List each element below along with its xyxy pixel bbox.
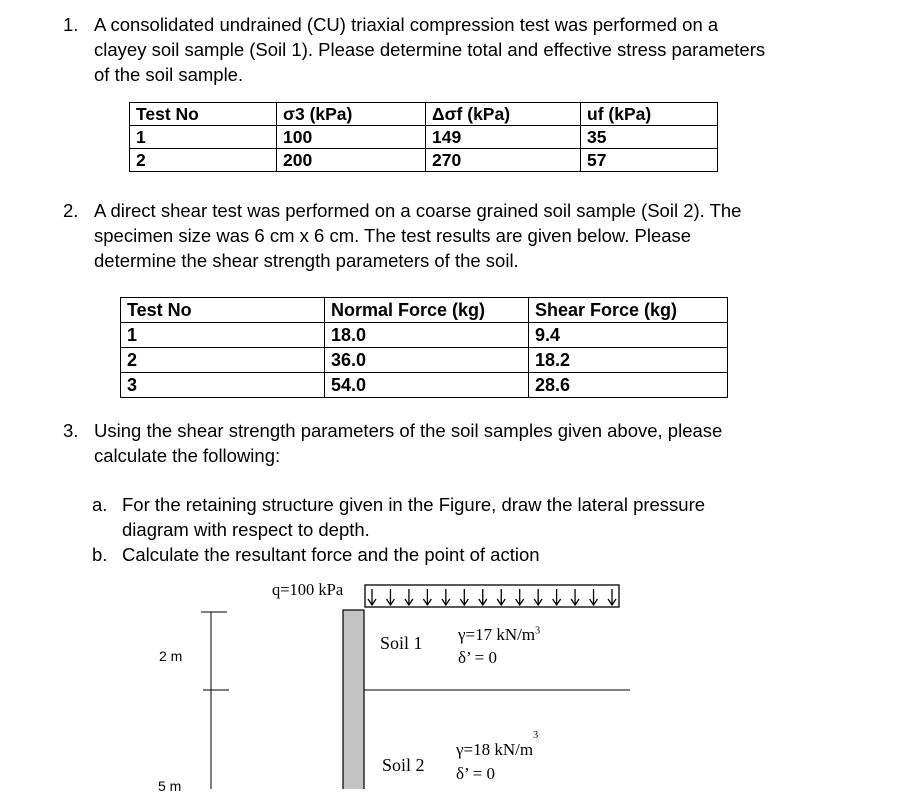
table-cell: 149 xyxy=(426,126,581,149)
question-1-line-3: of the soil sample. xyxy=(94,64,244,85)
table-cell: 57 xyxy=(581,149,718,172)
soil-2-label: Soil 2 xyxy=(382,755,425,775)
soil-1-label: Soil 1 xyxy=(380,633,423,653)
surcharge-arrow xyxy=(497,589,505,605)
surcharge-arrows xyxy=(368,589,616,605)
table-cell: 54.0 xyxy=(325,373,529,398)
surcharge-arrow xyxy=(608,589,616,605)
table-cell: 18.0 xyxy=(325,323,529,348)
table-cell: 100 xyxy=(277,126,426,149)
surcharge-arrow xyxy=(405,589,413,605)
question-1-line-2: clayey soil sample (Soil 1). Please determine total and effective stress parameters xyxy=(94,39,766,60)
soil-2-delta: δ’ = 0 xyxy=(456,764,495,783)
question-3-line-1: Using the shear strength parameters of the soil samples given above, please xyxy=(94,420,723,441)
question-3-number: 3. xyxy=(63,420,79,441)
table-cell: 35 xyxy=(581,126,718,149)
question-2-line-2: specimen size was 6 cm x 6 cm. The test results are given below. Please xyxy=(94,225,692,246)
surcharge-arrow xyxy=(442,589,450,605)
surcharge-arrow xyxy=(423,589,431,605)
soil-1-unit-weight xyxy=(458,625,540,645)
table-cell: 3 xyxy=(121,373,325,398)
surcharge-arrow xyxy=(553,589,561,605)
table-cell: 9.4 xyxy=(529,323,728,348)
table-header: uf (kPa) xyxy=(581,103,718,126)
surcharge-arrow xyxy=(479,589,487,605)
table-cell: 2 xyxy=(121,348,325,373)
soil-1-delta: δ’ = 0 xyxy=(458,648,497,667)
table-cell: 2 xyxy=(130,149,277,172)
surcharge-arrow xyxy=(516,589,524,605)
question-3b-label: b. xyxy=(92,544,108,565)
table-cell: 36.0 xyxy=(325,348,529,373)
table-cell: 270 xyxy=(426,149,581,172)
retaining-wall xyxy=(343,610,364,789)
surcharge-arrow xyxy=(460,589,468,605)
question-2-line-3: determine the shear strength parameters of the soil. xyxy=(94,250,519,271)
soil-1-depth-label: 2 m xyxy=(159,648,183,664)
surcharge-label: q=100 kPa xyxy=(272,580,344,599)
table-cell: 200 xyxy=(277,149,426,172)
soil-2-depth-label: 5 m xyxy=(158,778,182,794)
question-2-number: 2. xyxy=(63,200,79,221)
question-3b-text: Calculate the resultant force and the point of action xyxy=(122,544,540,565)
soil-2-gamma: γ=18 kN/m xyxy=(456,740,534,759)
table-header: Test No xyxy=(130,103,277,126)
soil-2-gamma-exponent: 3 xyxy=(533,730,539,742)
surcharge-arrow xyxy=(590,589,598,605)
question-3a-line-2: diagram with respect to depth. xyxy=(122,519,370,540)
table-cell: 28.6 xyxy=(529,373,728,398)
question-1-number: 1. xyxy=(63,14,79,35)
soil-2-unit-weight xyxy=(456,730,539,760)
table-cell: 18.2 xyxy=(529,348,728,373)
surcharge-arrow xyxy=(571,589,579,605)
soil-1-gamma-exponent: 3 xyxy=(535,625,541,637)
table-header: σ3 (kPa) xyxy=(277,103,426,126)
table-cell: 1 xyxy=(121,323,325,348)
surcharge-arrow xyxy=(534,589,542,605)
surcharge-box xyxy=(365,585,619,607)
question-3-line-2: calculate the following: xyxy=(94,445,281,466)
question-2-line-1: A direct shear test was performed on a coarse grained soil sample (Soil 2). The xyxy=(94,200,742,221)
surcharge-arrow xyxy=(386,589,394,605)
table-cell: 1 xyxy=(130,126,277,149)
question-1-line-1: A consolidated undrained (CU) triaxial compression test was performed on a xyxy=(94,14,719,35)
question-3a-line-1: For the retaining structure given in the Figure, draw the lateral pressure xyxy=(122,494,706,515)
soil-1-gamma: γ=17 kN/m xyxy=(458,625,536,644)
table-header: Test No xyxy=(121,298,325,323)
question-3a-label: a. xyxy=(92,494,108,515)
surcharge-arrow xyxy=(368,589,376,605)
table-header: Δσf (kPa) xyxy=(426,103,581,126)
table-header: Normal Force (kg) xyxy=(325,298,529,323)
table-header: Shear Force (kg) xyxy=(529,298,728,323)
